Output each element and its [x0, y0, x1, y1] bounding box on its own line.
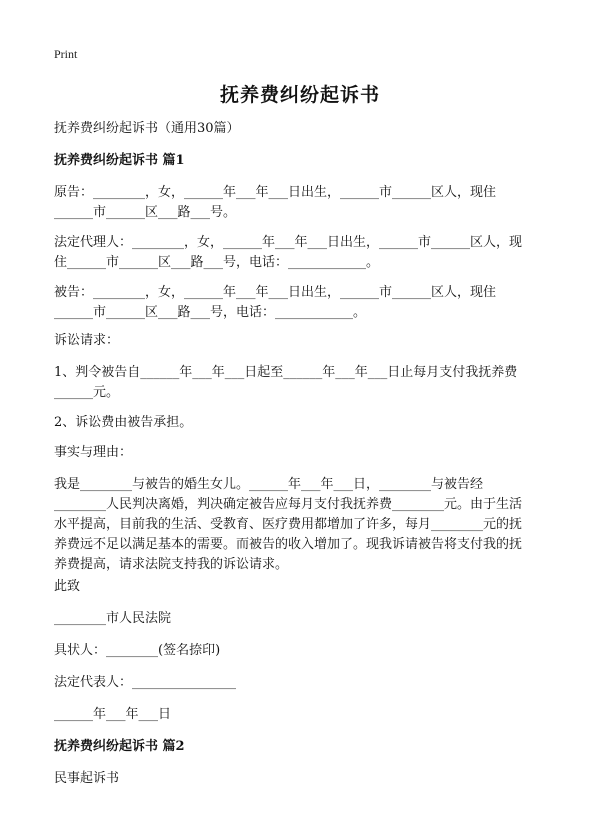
agent-line-1: 法定代理人：________，女，______年___年___日出生，______市______区人，现: [54, 235, 523, 250]
claim-2: 2、诉讼费由被告承担。: [54, 415, 193, 430]
facts-line-1: 我是________与被告的婚生女儿。______年___年___日，________与被告经: [54, 477, 484, 492]
claim-1-line-1: 1、判令被告自______年___年___日起至______年___年___日止每月支付我抚养费: [54, 365, 518, 380]
facts-line-5: 养费提高，请求法院支持我的诉讼请求。: [54, 557, 289, 572]
closing: 此致: [54, 579, 81, 594]
claim-1-line-2: ______元。: [54, 385, 120, 400]
section2-heading: 抚养费纠纷起诉书 篇2: [54, 739, 185, 754]
plaintiff-line-2: ______市______区___路___号。: [54, 205, 237, 220]
court-line: ________市人民法院: [54, 611, 172, 626]
facts-line-3: 水平提高，目前我的生活、受教育、医疗费用都增加了许多，每月________元的抚: [54, 517, 523, 532]
document-title: 抚养费纠纷起诉书: [219, 84, 380, 106]
facts-line-2: ________人民判决离婚，判决确定被告应每月支付我抚养费________元。由于生活: [54, 497, 523, 512]
representative-line: 法定代表人：________________: [54, 675, 237, 690]
document-subtitle: 抚养费纠纷起诉书（通用30篇）: [54, 121, 240, 136]
claims-heading: 诉讼请求：: [54, 333, 120, 348]
section1-heading: 抚养费纠纷起诉书 篇1: [54, 153, 185, 168]
defendant-line-1: 被告：________，女，______年___年___日出生，______市______区人，现住: [54, 285, 497, 300]
facts-heading: 事实与理由：: [54, 445, 133, 460]
facts-line-4: 养费远不足以满足基本的需要。而被告的收入增加了。现我诉请被告将支付我的抚: [54, 537, 523, 552]
print-label: Print: [54, 47, 78, 61]
agent-line-2: 住______市______区___路___号，电话：____________。: [54, 255, 380, 270]
date-line: ______年___年___日: [54, 707, 172, 722]
section2-first-line: 民事起诉书: [54, 771, 120, 786]
plaintiff-line-1: 原告：________，女，______年___年___日出生，______市______区人，现住: [54, 185, 497, 200]
defendant-line-2: ______市______区___路___号，电话：____________。: [54, 305, 367, 320]
signer-line: 具状人：________(签名捺印): [54, 643, 221, 658]
